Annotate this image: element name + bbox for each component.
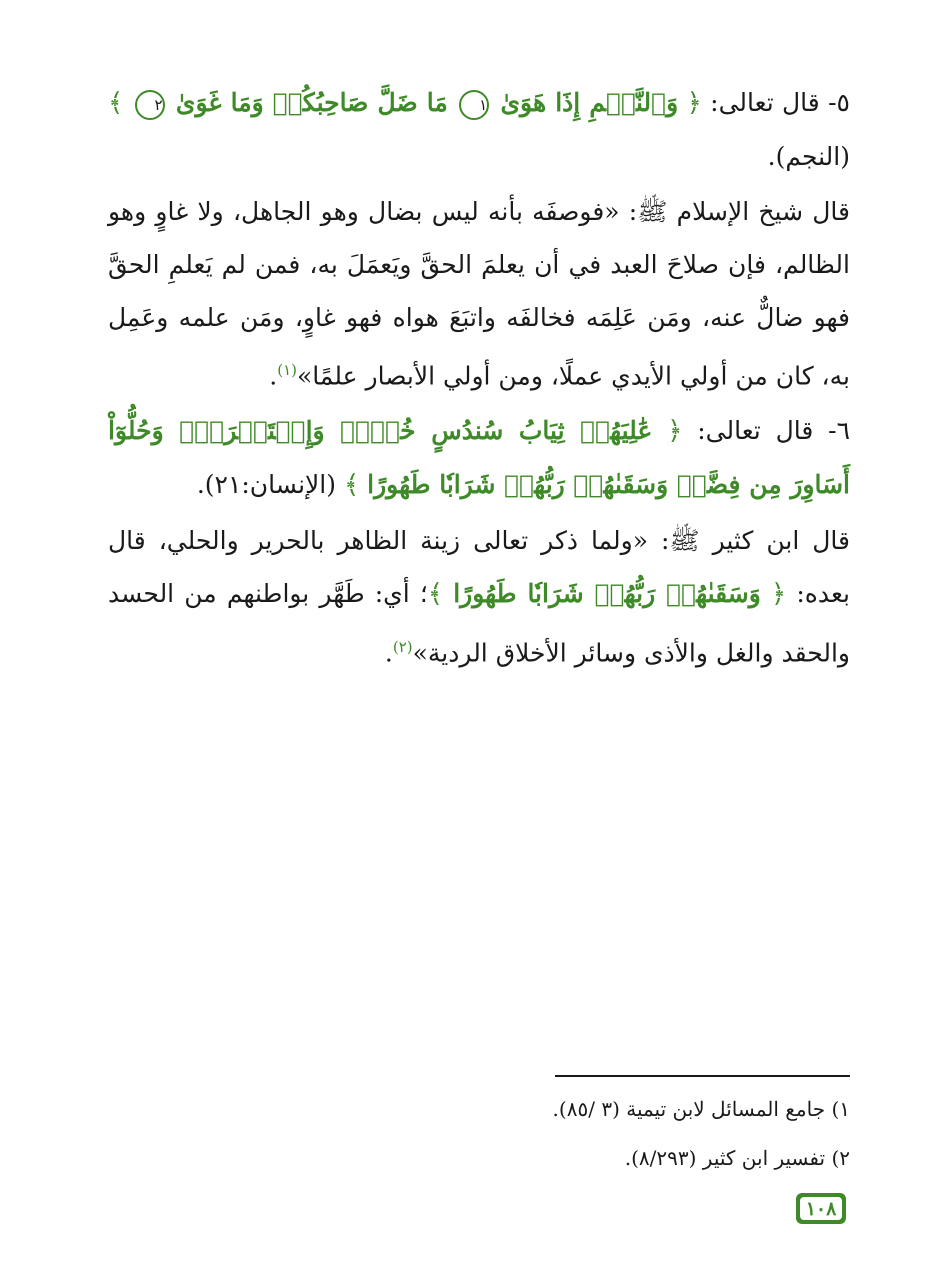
ornate-bracket-open: ﴿ <box>770 579 787 610</box>
ibn-taymiyya-quote <box>108 185 850 402</box>
ibn-kathir-text-b: ؛ أي: طَهَّر بواطنهم من الحسد والحقد والغل والأذى وسائر الأخلاق الردية» <box>108 579 850 668</box>
footnote-2: ٢) تفسير ابن كثير (٨/٢٩٣). <box>624 1146 850 1170</box>
quran-verse-star: وَٱلنَّجۡمِ إِذَا هَوَىٰ <box>500 88 679 117</box>
page-body <box>108 76 850 682</box>
ayah-marker-1: ١ <box>459 90 489 120</box>
footnote-1: ١) جامع المسائل لابن تيمية (٣ /٨٥). <box>552 1097 850 1121</box>
ibn-kathir-quote <box>108 514 850 679</box>
quran-verse-insan: عَٰلِيَهُمۡ ثِيَابُ سُندُسٍ خُضۡرٞ وَإِسۡتَبۡرَقٞۖ وَحُلُّوٓاْ أَسَاوِرَ مِن فِضَّةٖ وَسَقَىٰهُمۡ رَبُّهُمۡ شَرَابٗا طَهُورًا <box>108 416 850 500</box>
footnote-ref-2[interactable]: (٢) <box>392 638 413 657</box>
item-5-paragraph <box>108 76 850 183</box>
item-6-source: (الإنسان:٢١). <box>196 470 344 500</box>
item-6-paragraph <box>108 404 850 512</box>
ornate-bracket-close: ﴾ <box>108 88 124 118</box>
item-6-lead: ٦- قال تعالى: <box>682 416 850 446</box>
period: . <box>269 361 278 391</box>
ornate-bracket-close: ﴾ <box>343 470 360 501</box>
ornate-bracket-open: ﴿ <box>667 416 683 447</box>
period: . <box>384 638 393 668</box>
footnote-divider <box>555 1075 850 1077</box>
page-number: ١٠٨ <box>800 1197 842 1220</box>
page-number-badge <box>796 1193 846 1224</box>
footnote-ref-1[interactable]: (١) <box>277 361 297 379</box>
ornate-bracket-close: ﴾ <box>427 579 444 610</box>
ornate-bracket-open: ﴿ <box>686 88 702 118</box>
item-5-source: (النجم). <box>767 142 850 171</box>
quran-verse-companion: مَا ضَلَّ صَاحِبُكُمۡ وَمَا غَوَىٰ <box>175 88 448 117</box>
quran-verse-drink: وَسَقَىٰهُمۡ رَبُّهُمۡ شَرَابٗا طَهُورًا <box>453 579 761 609</box>
ayah-marker-2: ٢ <box>135 90 165 120</box>
ibn-taymiyya-text: قال شيخ الإسلام ﷺ: «فوصفَه بأنه ليس بضال وهو الجاهل، ولا غاوٍ وهو الظالم، فإن صلاحَ العبد في أن يعلمَ الحقَّ ويَعمَلَ به، فمن لم يَعلمِ الحقَّ فهو ضالٌّ عنه، ومَن عَلِمَه فخالفَه واتبَعَ هواه فهو غاوٍ، ومَن علمه وعَمِل به، كان من أولي الأيدي عملًا، ومن أولي الأبصار علمًا» <box>108 197 850 391</box>
ibn-kathir-text-a: قال ابن كثير ﷺ: «ولما ذكر تعالى زينة الظاهر بالحرير والحلي، قال بعده: <box>108 526 851 609</box>
item-5-lead: ٥- قال تعالى: <box>701 88 850 117</box>
